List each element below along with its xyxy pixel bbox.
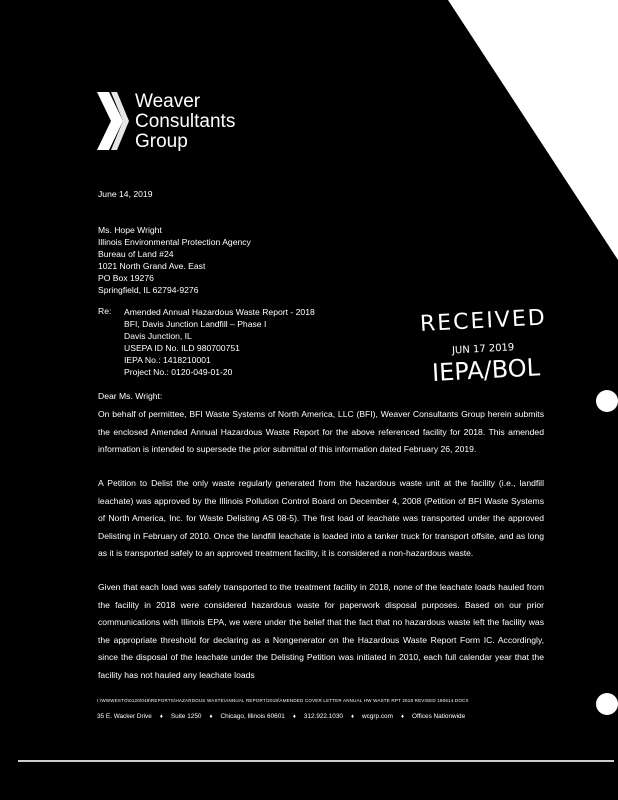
- subject-line: IEPA No.: 1418210001: [124, 355, 211, 365]
- stamp-received: RECEIVED: [419, 305, 548, 337]
- footer-web: wcgrp.com: [362, 713, 393, 720]
- subject-line: BFI, Davis Junction Landfill – Phase I: [124, 319, 267, 329]
- salutation: Dear Ms. Wright:: [98, 391, 163, 401]
- recipient-line: Ms. Hope Wright: [98, 225, 162, 235]
- logo-line-2: Consultants: [135, 111, 236, 132]
- file-path-footer: I:\WWWESTO\0120\049\REPORTS\HAZARDOUS WASTE\ANNUAL REPORT\2018\AMENDED COVER LETTER ANNUAL HW WASTE RPT 2018 REVISED 190614.DOCX: [97, 698, 469, 703]
- binder-hole-top: [596, 82, 618, 104]
- footer-city: Chicago, Illinois 60601: [220, 713, 285, 720]
- logo-line-3: Group: [135, 131, 188, 152]
- subject-line: Amended Annual Hazardous Waste Report - 2018: [124, 307, 315, 317]
- bullet-icon: ♦: [209, 713, 213, 720]
- recipient-line: PO Box 19276: [98, 273, 154, 283]
- letter-date: June 14, 2019: [98, 189, 153, 199]
- bullet-icon: ♦: [159, 713, 163, 720]
- bottom-edge-line: [18, 760, 614, 762]
- bullet-icon: ♦: [400, 713, 404, 720]
- stamp-date: JUN 17 2019: [451, 342, 515, 357]
- recipient-line: Bureau of Land #24: [98, 249, 174, 259]
- recipient-line: 1021 North Grand Ave. East: [98, 261, 206, 271]
- recipient-address: [98, 224, 251, 296]
- footer-phone: 312.922.1030: [303, 713, 343, 720]
- footer-suite: Suite 1250: [170, 713, 202, 720]
- subject-line: USEPA ID No. ILD 980700751: [124, 343, 240, 353]
- subject-block: [124, 306, 315, 378]
- recipient-line: Illinois Environmental Protection Agency: [98, 237, 251, 247]
- received-stamp: [419, 305, 548, 387]
- stamp-office: IEPA/BOL: [431, 353, 541, 387]
- body-paragraph-3: Given that each load was safely transported to the treatment facility in 2018, none of the leachate loads hauled from the facility in 2018 were considered hazardous waste for paperwork disposal purposes. Based on our prior communications with Illinois EPA, we were under the belief that the fact that no hazardous waste left the facility was the appropriate threshold for declaring as a Nongenerator on the Hazardous Waste Report Form IC. Accordingly, since the disposal of the leachate under the Delisting Petition was initiated in 2010, each full calendar year that the facility has not hauled any leachate loads: [98, 582, 544, 680]
- binder-hole-middle: [596, 390, 618, 412]
- subject-line: Project No.: 0120-049-01-20: [124, 367, 233, 377]
- bullet-icon: ♦: [350, 713, 355, 720]
- re-label: Re:: [98, 306, 112, 316]
- recipient-line: Springfield, IL 62794-9276: [98, 285, 199, 295]
- binder-hole-bottom: [596, 693, 618, 715]
- weaver-logo: [97, 92, 235, 152]
- body-paragraph-2: A Petition to Delist the only waste regularly generated from the hazardous waste unit at the facility (i.e., landfill leachate) was approved by the Illinois Pollution Control Board on December 4, 2008 (Petition of BFI Waste Systems of North America, Inc. for Waste Delisting AS 08-5). The first load of leachate was transported under the approved Delisting in February of 2010. Once the landfill leachate is loaded into a tanker truck for transport offsite, and as long as it is transported safely to an approved treatment facility, it is considered a non-hazardous waste.: [98, 478, 544, 558]
- torn-page-corner: [448, 0, 618, 260]
- logo-line-1: Weaver: [135, 91, 201, 112]
- bullet-icon: ♦: [292, 713, 296, 720]
- subject-line: Davis Junction, IL: [124, 331, 192, 341]
- chevron-logo-icon: [97, 92, 129, 150]
- company-footer: [97, 713, 465, 720]
- footer-offices: Offices Nationwide: [412, 713, 466, 720]
- body-paragraph-1: On behalf of permittee, BFI Waste Systems of North America, LLC (BFI), Weaver Consultants Group herein submits the enclosed Amended Annual Hazardous Waste Report for the above referenced facility for 2018. This amended information is intended to supersede the prior submittal of this information dated February 26, 2019.: [98, 409, 544, 454]
- footer-address: 35 E. Wacker Drive: [97, 713, 152, 720]
